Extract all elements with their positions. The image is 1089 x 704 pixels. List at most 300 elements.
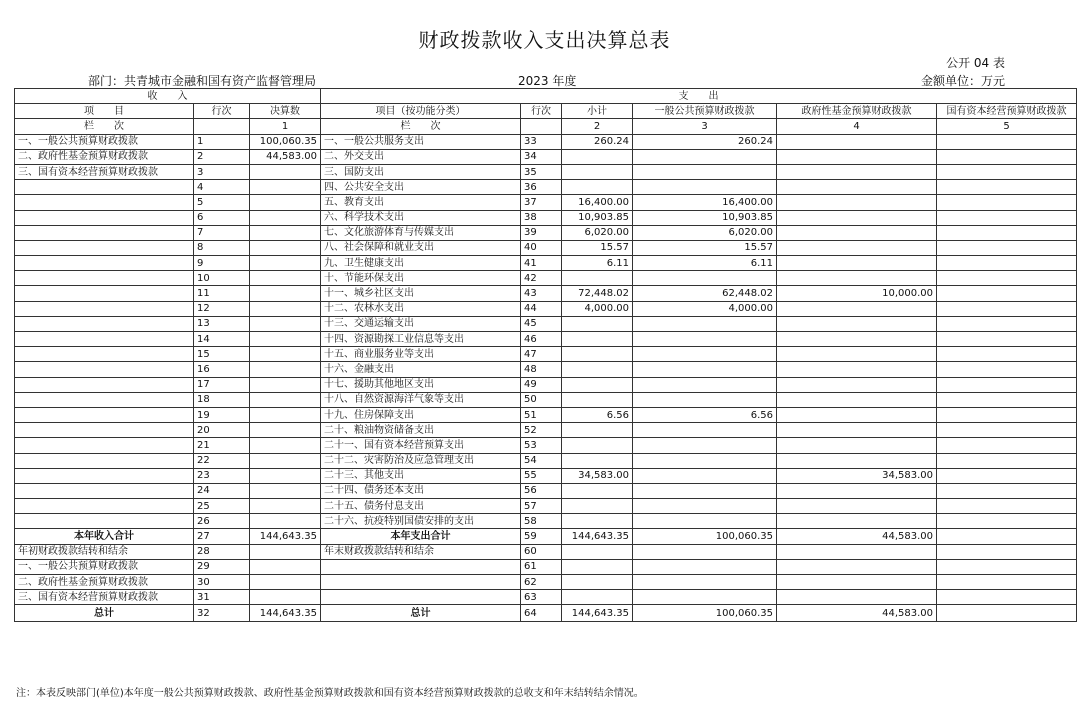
- income-item-cell: [15, 483, 194, 498]
- gov-fund-cell: [777, 423, 937, 438]
- income-row-no-cell: 7: [194, 225, 250, 240]
- income-item-cell: [15, 514, 194, 529]
- income-amount-cell: 44,583.00: [250, 149, 321, 164]
- income-item-cell: 一、一般公共预算财政拨款: [15, 559, 194, 574]
- income-amount-cell: [250, 164, 321, 179]
- subtotal-cell: [562, 590, 633, 605]
- table-row: [15, 590, 1077, 605]
- table-row: [15, 195, 1077, 210]
- expense-row-no-header: 行次: [521, 104, 562, 119]
- subtotal-cell: [562, 377, 633, 392]
- expense-row-no-cell: 47: [521, 347, 562, 362]
- table-row: [15, 377, 1077, 392]
- subtotal-cell: [562, 347, 633, 362]
- general-budget-cell: 6.11: [633, 256, 777, 271]
- expense-item-cell: 二十五、债务付息支出: [321, 499, 521, 514]
- expense-row-no-cell: 33: [521, 134, 562, 149]
- expense-item-cell: 七、文化旅游体育与传媒支出: [321, 225, 521, 240]
- gov-fund-cell: [777, 377, 937, 392]
- expense-item-cell: 十五、商业服务业等支出: [321, 347, 521, 362]
- expense-item-cell: [321, 575, 521, 590]
- income-row-no-cell: 2: [194, 149, 250, 164]
- expense-item-cell: 二、外交支出: [321, 149, 521, 164]
- gov-fund-cell: [777, 210, 937, 225]
- income-amount-cell: [250, 392, 321, 407]
- state-capital-cell: [937, 240, 1077, 255]
- gov-fund-cell: [777, 301, 937, 316]
- subtotal-cell: [562, 316, 633, 331]
- general-budget-cell: [633, 544, 777, 559]
- header-row-column-index: [15, 119, 1077, 134]
- income-group-header: 收 入: [15, 89, 321, 104]
- income-row-no-cell: 4: [194, 180, 250, 195]
- expense-row-no-cell: 52: [521, 423, 562, 438]
- table-row: [15, 514, 1077, 529]
- general-budget-cell: 6.56: [633, 407, 777, 422]
- state-capital-cell: [937, 468, 1077, 483]
- table-row: [15, 180, 1077, 195]
- state-capital-cell: [937, 164, 1077, 179]
- income-amount-cell: [250, 514, 321, 529]
- table-row: [15, 362, 1077, 377]
- subtotal-cell: [562, 271, 633, 286]
- state-capital-header: 国有资本经营预算财政拨款: [937, 104, 1077, 119]
- subtotal-cell: [562, 499, 633, 514]
- expense-row-no-cell: 40: [521, 240, 562, 255]
- table-row: [15, 499, 1077, 514]
- expense-row-no-cell: 57: [521, 499, 562, 514]
- state-capital-cell: [937, 256, 1077, 271]
- income-amount-cell: [250, 453, 321, 468]
- income-row-no-cell: 24: [194, 483, 250, 498]
- state-capital-cell: [937, 423, 1077, 438]
- gov-fund-cell: [777, 180, 937, 195]
- income-row-no-cell: 6: [194, 210, 250, 225]
- expense-row-no-cell: 45: [521, 316, 562, 331]
- general-budget-cell: [633, 377, 777, 392]
- income-amount-cell: [250, 271, 321, 286]
- expense-item-cell: 十三、交通运输支出: [321, 316, 521, 331]
- income-amount-cell: [250, 575, 321, 590]
- expense-item-cell: 二十六、抗疫特别国债安排的支出: [321, 514, 521, 529]
- expense-item-cell: 十四、资源勘探工业信息等支出: [321, 332, 521, 347]
- income-amount-cell: [250, 225, 321, 240]
- subtotal-cell: 16,400.00: [562, 195, 633, 210]
- subtotal-cell: [562, 392, 633, 407]
- column-label-expense: 栏 次: [321, 119, 521, 134]
- gov-fund-cell: [777, 590, 937, 605]
- state-capital-cell: [937, 514, 1077, 529]
- general-budget-cell: [633, 392, 777, 407]
- income-amount-cell: [250, 301, 321, 316]
- gov-fund-cell: [777, 240, 937, 255]
- general-budget-cell: 16,400.00: [633, 195, 777, 210]
- income-row-no-cell: 28: [194, 544, 250, 559]
- form-number: 公开 04 表: [946, 56, 1005, 70]
- subtotal-cell: 6,020.00: [562, 225, 633, 240]
- column-label-income: 栏 次: [15, 119, 194, 134]
- table-row: [15, 316, 1077, 331]
- general-budget-cell: [633, 514, 777, 529]
- column-index-2: 2: [562, 119, 633, 134]
- header-row-groups: [15, 89, 1077, 104]
- subtotal-header: 小计: [562, 104, 633, 119]
- income-amount-cell: [250, 286, 321, 301]
- income-item-cell: [15, 423, 194, 438]
- table-row: [15, 529, 1077, 544]
- income-amount-cell: [250, 347, 321, 362]
- subtotal-cell: [562, 149, 633, 164]
- table-row: [15, 544, 1077, 559]
- expense-row-no-cell: 56: [521, 483, 562, 498]
- subtotal-cell: 10,903.85: [562, 210, 633, 225]
- expense-row-no-cell: 38: [521, 210, 562, 225]
- income-amount-cell: [250, 332, 321, 347]
- gov-fund-cell: [777, 575, 937, 590]
- subtotal-cell: [562, 438, 633, 453]
- unit-label: 金额单位：万元: [920, 74, 1005, 88]
- general-budget-cell: [633, 590, 777, 605]
- general-budget-cell: 6,020.00: [633, 225, 777, 240]
- subtotal-cell: [562, 423, 633, 438]
- income-amount-cell: [250, 210, 321, 225]
- expense-item-cell: 二十四、债务还本支出: [321, 483, 521, 498]
- state-capital-cell: [937, 195, 1077, 210]
- expense-item-cell: 二十三、其他支出: [321, 468, 521, 483]
- income-row-no-cell: 17: [194, 377, 250, 392]
- income-item-cell: [15, 271, 194, 286]
- expense-row-no-cell: 34: [521, 149, 562, 164]
- income-row-no-cell: 22: [194, 453, 250, 468]
- state-capital-cell: [937, 332, 1077, 347]
- state-capital-cell: [937, 149, 1077, 164]
- state-capital-cell: [937, 392, 1077, 407]
- gov-fund-cell: [777, 332, 937, 347]
- income-item-cell: [15, 286, 194, 301]
- table-row: [15, 559, 1077, 574]
- subtotal-cell: [562, 575, 633, 590]
- state-capital-cell: [937, 453, 1077, 468]
- footnote: 注：本表反映部门(单位)本年度一般公共预算财政拨款、政府性基金预算财政拨款和国有资本经营预算财政拨款的总收支和年末结转结余情况。: [16, 688, 644, 699]
- expense-item-cell: 五、教育支出: [321, 195, 521, 210]
- table-row: [15, 407, 1077, 422]
- income-amount-cell: [250, 240, 321, 255]
- expense-item-cell: 总计: [321, 605, 521, 622]
- table-row: [15, 134, 1077, 149]
- expense-row-no-cell: 35: [521, 164, 562, 179]
- general-budget-cell: 10,903.85: [633, 210, 777, 225]
- income-row-no-cell: 15: [194, 347, 250, 362]
- table-row: [15, 256, 1077, 271]
- page-title: 财政拨款收入支出决算总表: [418, 28, 671, 52]
- state-capital-cell: [937, 271, 1077, 286]
- department-label: 部门：共青城市金融和国有资产监督管理局: [88, 74, 317, 88]
- gov-fund-cell: 44,583.00: [777, 529, 937, 544]
- income-amount-cell: [250, 499, 321, 514]
- income-amount-cell: 144,643.35: [250, 529, 321, 544]
- gov-fund-cell: [777, 483, 937, 498]
- expense-row-no-cell: 61: [521, 559, 562, 574]
- gov-fund-cell: [777, 225, 937, 240]
- table-row: [15, 392, 1077, 407]
- income-item-cell: [15, 499, 194, 514]
- subtotal-cell: 144,643.35: [562, 605, 633, 622]
- header-row-columns: [15, 104, 1077, 119]
- income-row-no-cell: 3: [194, 164, 250, 179]
- expense-item-cell: 六、科学技术支出: [321, 210, 521, 225]
- table-row: [15, 164, 1077, 179]
- general-budget-cell: [633, 575, 777, 590]
- table-row: [15, 453, 1077, 468]
- expense-row-no-cell: 49: [521, 377, 562, 392]
- expense-item-cell: 八、社会保障和就业支出: [321, 240, 521, 255]
- general-budget-cell: [633, 180, 777, 195]
- state-capital-cell: [937, 499, 1077, 514]
- income-amount-cell: [250, 195, 321, 210]
- expense-row-no-cell: 53: [521, 438, 562, 453]
- subtotal-cell: [562, 180, 633, 195]
- expense-row-no-cell: 55: [521, 468, 562, 483]
- final-amount-header: 决算数: [250, 104, 321, 119]
- income-item-cell: [15, 468, 194, 483]
- expense-row-no-cell: 54: [521, 453, 562, 468]
- table-row: [15, 332, 1077, 347]
- general-budget-cell: 4,000.00: [633, 301, 777, 316]
- income-item-cell: 二、政府性基金预算财政拨款: [15, 575, 194, 590]
- income-amount-cell: [250, 180, 321, 195]
- income-row-no-cell: 18: [194, 392, 250, 407]
- general-budget-cell: [633, 499, 777, 514]
- expense-row-no-cell: 50: [521, 392, 562, 407]
- general-budget-cell: 15.57: [633, 240, 777, 255]
- state-capital-cell: [937, 301, 1077, 316]
- income-item-cell: 总计: [15, 605, 194, 622]
- income-item-cell: [15, 240, 194, 255]
- expense-row-no-cell: 51: [521, 407, 562, 422]
- table-row: [15, 438, 1077, 453]
- expense-item-cell: [321, 559, 521, 574]
- income-item-cell: 二、政府性基金预算财政拨款: [15, 149, 194, 164]
- state-capital-cell: [937, 605, 1077, 622]
- subtotal-cell: [562, 514, 633, 529]
- gov-fund-cell: [777, 453, 937, 468]
- income-amount-cell: 100,060.35: [250, 134, 321, 149]
- expense-row-no-cell: 59: [521, 529, 562, 544]
- income-row-no-cell: 31: [194, 590, 250, 605]
- expense-item-cell: 二十二、灾害防治及应急管理支出: [321, 453, 521, 468]
- state-capital-cell: [937, 575, 1077, 590]
- expense-row-no-cell: 42: [521, 271, 562, 286]
- income-item-cell: 一、一般公共预算财政拨款: [15, 134, 194, 149]
- gov-fund-cell: [777, 134, 937, 149]
- income-amount-cell: 144,643.35: [250, 605, 321, 622]
- expense-item-cell: 十六、金融支出: [321, 362, 521, 377]
- income-row-no-cell: 25: [194, 499, 250, 514]
- expense-item-cell: 三、国防支出: [321, 164, 521, 179]
- expense-row-no-cell: 62: [521, 575, 562, 590]
- table-row: [15, 286, 1077, 301]
- gov-fund-cell: [777, 347, 937, 362]
- table-row: [15, 240, 1077, 255]
- subtotal-cell: [562, 559, 633, 574]
- income-item-cell: [15, 407, 194, 422]
- general-budget-cell: 62,448.02: [633, 286, 777, 301]
- subtotal-cell: 144,643.35: [562, 529, 633, 544]
- income-item-cell: [15, 195, 194, 210]
- empty-cell: [194, 119, 250, 134]
- income-item-header: 项 目: [15, 104, 194, 119]
- gov-fund-cell: 10,000.00: [777, 286, 937, 301]
- general-budget-cell: [633, 559, 777, 574]
- income-row-no-cell: 26: [194, 514, 250, 529]
- income-amount-cell: [250, 256, 321, 271]
- empty-cell: [521, 119, 562, 134]
- income-row-no-cell: 16: [194, 362, 250, 377]
- expense-item-cell: 二十一、国有资本经营预算支出: [321, 438, 521, 453]
- state-capital-cell: [937, 590, 1077, 605]
- income-item-cell: [15, 332, 194, 347]
- subtotal-cell: 260.24: [562, 134, 633, 149]
- state-capital-cell: [937, 286, 1077, 301]
- subtotal-cell: [562, 453, 633, 468]
- income-item-cell: 三、国有资本经营预算财政拨款: [15, 590, 194, 605]
- gov-fund-cell: [777, 559, 937, 574]
- income-amount-cell: [250, 559, 321, 574]
- general-budget-header: 一般公共预算财政拨款: [633, 104, 777, 119]
- state-capital-cell: [937, 316, 1077, 331]
- expense-row-no-cell: 64: [521, 605, 562, 622]
- expense-item-cell: 本年支出合计: [321, 529, 521, 544]
- expense-item-cell: 十九、住房保障支出: [321, 407, 521, 422]
- general-budget-cell: 260.24: [633, 134, 777, 149]
- income-item-cell: 三、国有资本经营预算财政拨款: [15, 164, 194, 179]
- income-row-no-cell: 1: [194, 134, 250, 149]
- general-budget-cell: [633, 483, 777, 498]
- subtotal-cell: 72,448.02: [562, 286, 633, 301]
- general-budget-cell: [633, 362, 777, 377]
- income-item-cell: [15, 301, 194, 316]
- income-row-no-cell: 11: [194, 286, 250, 301]
- subtotal-cell: [562, 332, 633, 347]
- table-row: [15, 468, 1077, 483]
- gov-fund-cell: [777, 149, 937, 164]
- general-budget-cell: [633, 438, 777, 453]
- expense-item-cell: [321, 590, 521, 605]
- gov-fund-cell: [777, 362, 937, 377]
- income-item-cell: [15, 256, 194, 271]
- gov-fund-cell: [777, 514, 937, 529]
- income-item-cell: [15, 438, 194, 453]
- expense-row-no-cell: 58: [521, 514, 562, 529]
- income-row-no-cell: 13: [194, 316, 250, 331]
- general-budget-cell: [633, 347, 777, 362]
- general-budget-cell: 100,060.35: [633, 605, 777, 622]
- gov-fund-cell: [777, 164, 937, 179]
- general-budget-cell: [633, 164, 777, 179]
- state-capital-cell: [937, 483, 1077, 498]
- state-capital-cell: [937, 544, 1077, 559]
- expense-row-no-cell: 36: [521, 180, 562, 195]
- income-item-cell: 年初财政拨款结转和结余: [15, 544, 194, 559]
- income-amount-cell: [250, 483, 321, 498]
- state-capital-cell: [937, 134, 1077, 149]
- income-amount-cell: [250, 377, 321, 392]
- income-item-cell: [15, 362, 194, 377]
- column-index-4: 4: [777, 119, 937, 134]
- income-item-cell: [15, 453, 194, 468]
- gov-fund-cell: [777, 499, 937, 514]
- gov-fund-cell: [777, 195, 937, 210]
- table-row: [15, 149, 1077, 164]
- subtotal-cell: [562, 544, 633, 559]
- income-row-no-header: 行次: [194, 104, 250, 119]
- gov-fund-cell: [777, 407, 937, 422]
- general-budget-cell: [633, 316, 777, 331]
- income-row-no-cell: 20: [194, 423, 250, 438]
- subtotal-cell: [562, 164, 633, 179]
- expense-item-cell: 二十、粮油物资储备支出: [321, 423, 521, 438]
- expense-group-header: 支 出: [321, 89, 1077, 104]
- income-row-no-cell: 9: [194, 256, 250, 271]
- subtotal-cell: 6.56: [562, 407, 633, 422]
- income-amount-cell: [250, 590, 321, 605]
- table-row: [15, 271, 1077, 286]
- table-row: [15, 225, 1077, 240]
- income-amount-cell: [250, 468, 321, 483]
- expense-row-no-cell: 43: [521, 286, 562, 301]
- income-item-cell: 本年收入合计: [15, 529, 194, 544]
- gov-fund-cell: [777, 316, 937, 331]
- table-row: [15, 605, 1077, 622]
- state-capital-cell: [937, 362, 1077, 377]
- subtotal-cell: 4,000.00: [562, 301, 633, 316]
- state-capital-cell: [937, 225, 1077, 240]
- income-row-no-cell: 32: [194, 605, 250, 622]
- state-capital-cell: [937, 559, 1077, 574]
- income-row-no-cell: 21: [194, 438, 250, 453]
- budget-table: [14, 88, 1077, 622]
- state-capital-cell: [937, 377, 1077, 392]
- subtotal-cell: [562, 362, 633, 377]
- gov-fund-cell: [777, 438, 937, 453]
- income-row-no-cell: 10: [194, 271, 250, 286]
- expense-item-cell: 一、一般公共服务支出: [321, 134, 521, 149]
- income-item-cell: [15, 225, 194, 240]
- gov-fund-cell: 34,583.00: [777, 468, 937, 483]
- general-budget-cell: [633, 332, 777, 347]
- state-capital-cell: [937, 529, 1077, 544]
- income-item-cell: [15, 377, 194, 392]
- expense-item-header: 项目（按功能分类）: [321, 104, 521, 119]
- income-amount-cell: [250, 438, 321, 453]
- year-label: 2023 年度: [518, 74, 577, 88]
- income-item-cell: [15, 392, 194, 407]
- general-budget-cell: [633, 271, 777, 286]
- general-budget-cell: [633, 149, 777, 164]
- income-row-no-cell: 27: [194, 529, 250, 544]
- income-row-no-cell: 30: [194, 575, 250, 590]
- column-index-1: 1: [250, 119, 321, 134]
- state-capital-cell: [937, 407, 1077, 422]
- income-amount-cell: [250, 407, 321, 422]
- expense-item-cell: 四、公共安全支出: [321, 180, 521, 195]
- income-row-no-cell: 23: [194, 468, 250, 483]
- expense-item-cell: 十八、自然资源海洋气象等支出: [321, 392, 521, 407]
- subtotal-cell: 15.57: [562, 240, 633, 255]
- general-budget-cell: [633, 468, 777, 483]
- expense-item-cell: 十七、援助其他地区支出: [321, 377, 521, 392]
- expense-row-no-cell: 44: [521, 301, 562, 316]
